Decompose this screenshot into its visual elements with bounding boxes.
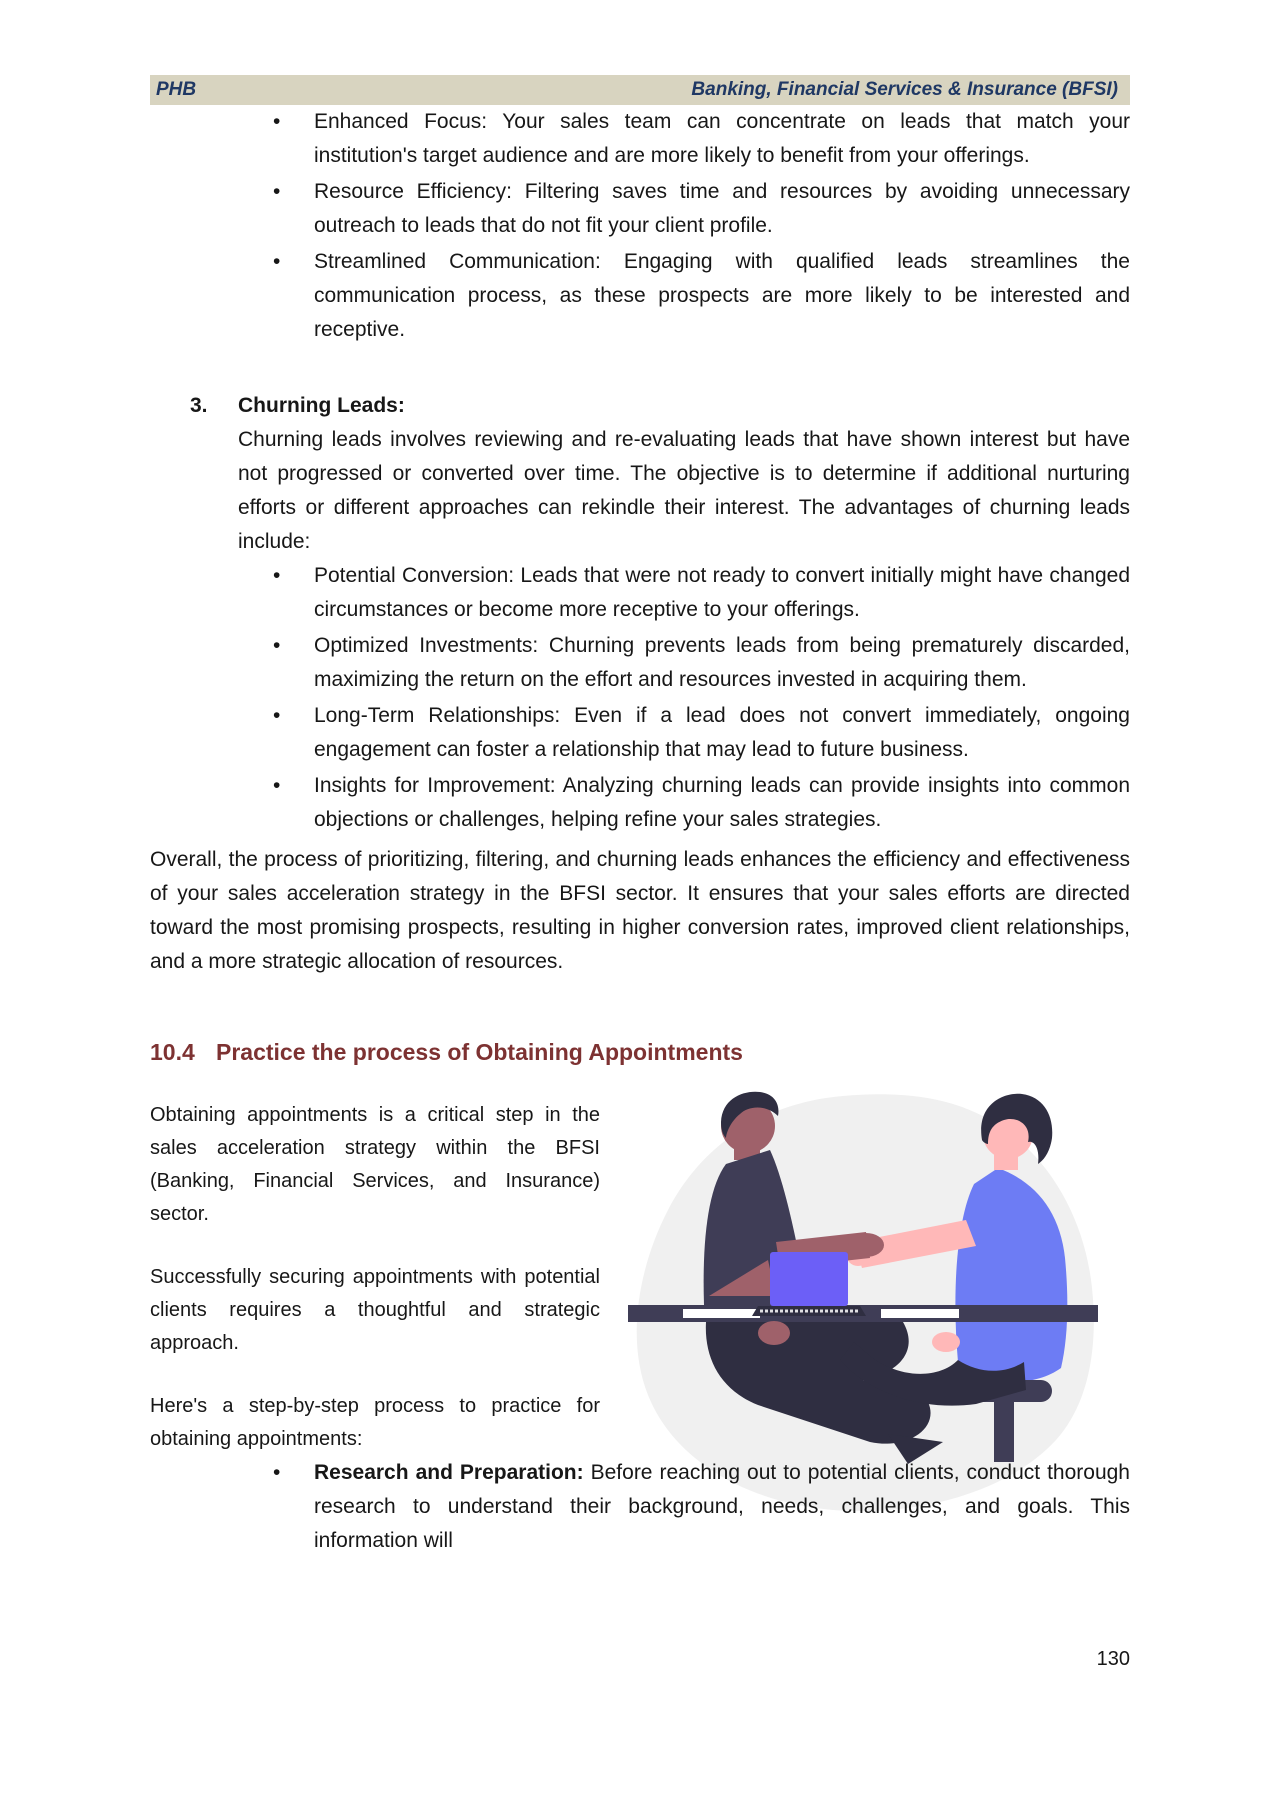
list-item: • Enhanced Focus: Your sales team can concentrate on leads that match your institution's target audience and are more likely to benefit from your offerings. — [150, 105, 1130, 173]
handshake-illustration-svg — [608, 1090, 1098, 1515]
laptop-keyboard — [752, 1306, 866, 1316]
section-title: Practice the process of Obtaining Appointments — [216, 1039, 743, 1065]
bullet-text: Before reaching out to potential clients, conduct thorough research to understand their background, needs, challenges, and goals. This information will — [314, 1461, 1130, 1552]
list-item: • Optimized Investments: Churning prevents leads from being prematurely discarded, maximizing the return on the effort and resources invested in acquiring them. — [150, 629, 1130, 697]
person-left-underdesk-hand — [758, 1321, 790, 1345]
list-number: 3. — [190, 394, 208, 417]
advantages-bullet-list — [150, 105, 1130, 347]
stool-post — [994, 1400, 1014, 1462]
person-right-lap-hand — [932, 1332, 960, 1352]
paragraph: Successfully securing appointments with potential clients requires a thoughtful and strategic approach. — [150, 1266, 600, 1354]
list-item: • Resource Efficiency: Filtering saves time and resources by avoiding unnecessary outreach to leads that do not fit your client profile. — [150, 175, 1130, 243]
desk-panel-right — [881, 1309, 959, 1318]
appointments-text-column — [150, 1099, 600, 1456]
header-left-label: PHB — [156, 79, 197, 100]
bullet-lead: Research and Preparation: — [314, 1461, 584, 1484]
page-number: 130 — [1096, 1648, 1130, 1670]
list-item: • Streamlined Communication: Engaging with qualified leads streamlines the communication process, as these prospects are more likely to be interested and receptive. — [150, 245, 1130, 347]
page-header-band — [150, 75, 1130, 105]
appointments-section — [150, 1099, 1130, 1456]
churning-leads-title: Churning Leads: — [238, 394, 405, 417]
process-bullet-list — [150, 1456, 1130, 1558]
laptop-screen — [770, 1252, 848, 1306]
numbered-item-content — [238, 389, 1130, 559]
list-item: • Long-Term Relationships: Even if a lead does not convert immediately, ongoing engagement can foster a relationship that may lead to future business. — [150, 699, 1130, 767]
overall-paragraph: Overall, the process of prioritizing, filtering, and churning leads enhances the efficiency and effectiveness of your sales acceleration strategy in the BFSI sector. It ensures that your sales efforts are directed toward the most promising prospects, resulting in higher conversion rates, improved client relationships, and a more strategic allocation of resources. — [150, 848, 1130, 973]
churning-leads-intro: Churning leads involves reviewing and re-evaluating leads that have shown interest but have not progressed or converted over time. The objective is to determine if additional nurturing efforts or different approaches can rekindle their interest. The advantages of churning leads include: — [238, 428, 1130, 553]
person-left-hand — [848, 1233, 884, 1257]
section-heading-10-4 — [150, 1037, 1130, 1067]
numbered-item-churning-leads — [150, 389, 1130, 559]
header-right-label: Banking, Financial Services & Insurance (BFSI) — [691, 79, 1118, 100]
section-number: 10.4 — [150, 1039, 195, 1065]
desk-panel-left — [683, 1309, 760, 1318]
paragraph: Here's a step-by-step process to practice for obtaining appointments: — [150, 1395, 600, 1450]
paragraph: Obtaining appointments is a critical step in the sales acceleration strategy within the BFSI (Banking, Financial Services, and Insurance) sector. — [150, 1104, 600, 1225]
list-item: • Potential Conversion: Leads that were not ready to convert initially might have changed circumstances or become more receptive to your offerings. — [150, 559, 1130, 627]
list-item: • Insights for Improvement: Analyzing churning leads can provide insights into common objections or challenges, helping refine your sales strategies. — [150, 769, 1130, 837]
churning-bullet-list — [150, 559, 1130, 837]
list-item — [150, 1456, 1130, 1558]
handshake-illustration — [608, 1090, 1098, 1515]
